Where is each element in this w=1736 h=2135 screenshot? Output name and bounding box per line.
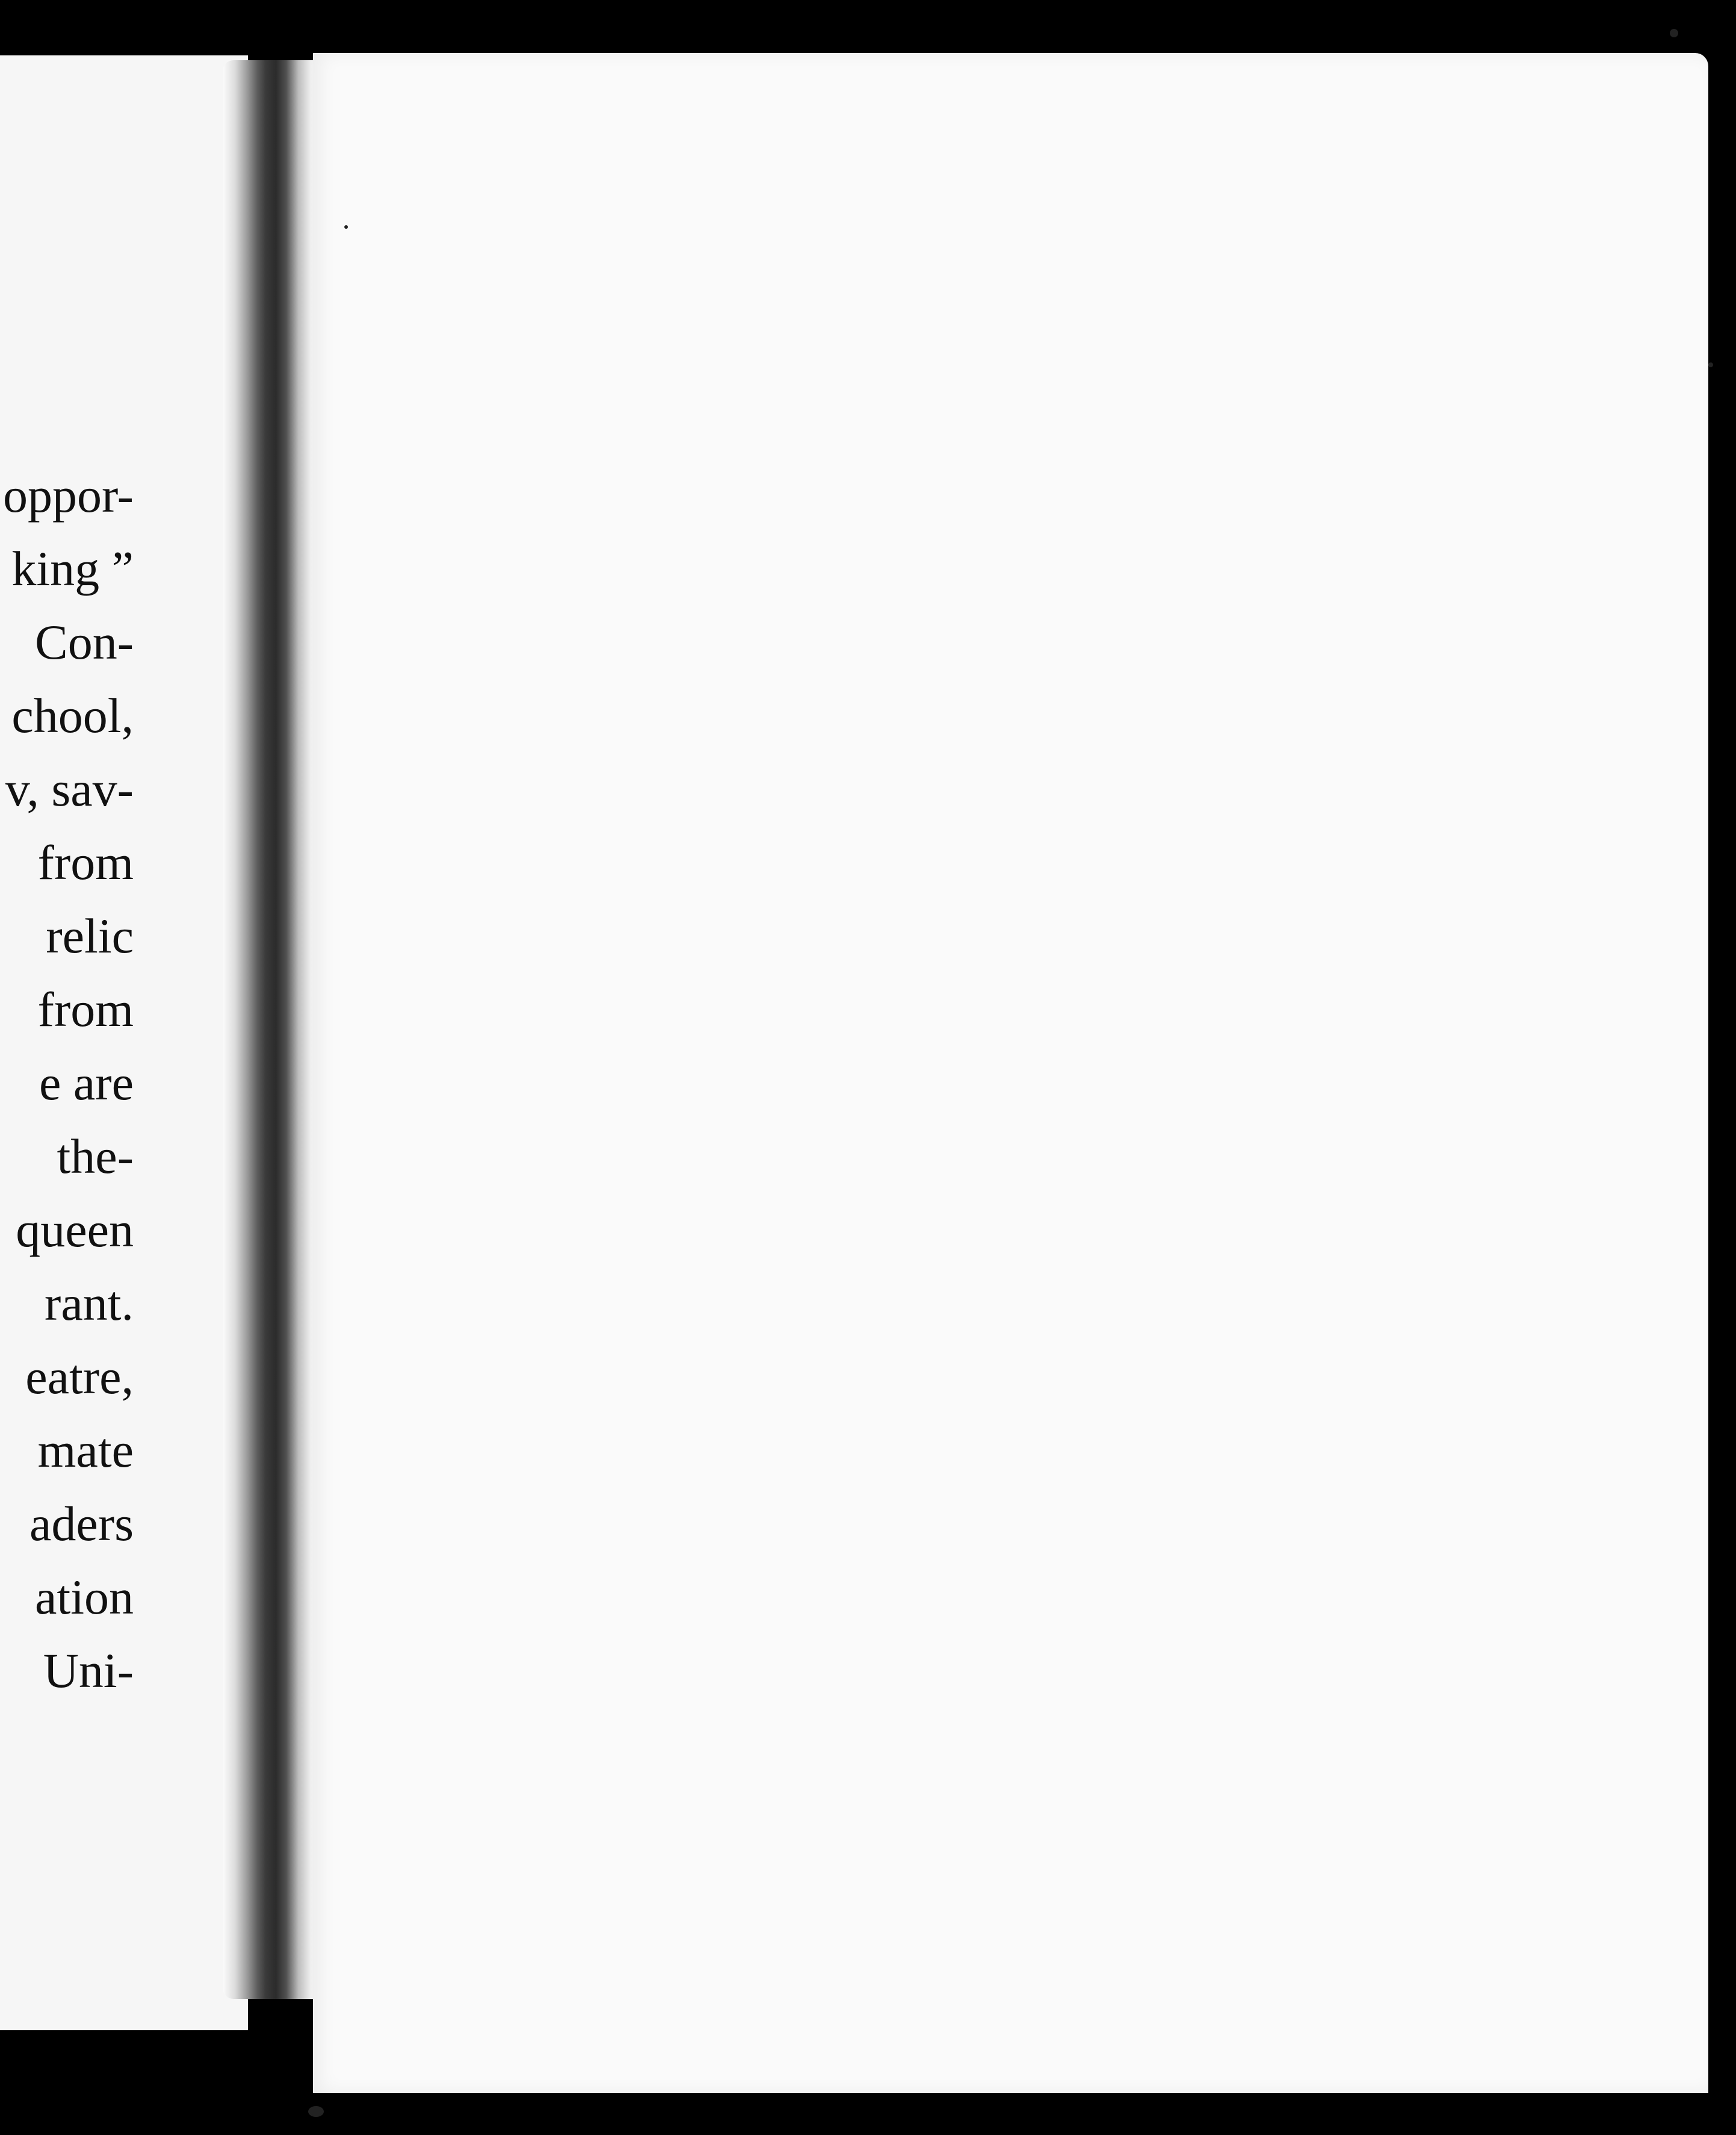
text-line: Uni-: [43, 1643, 134, 1698]
text-line: aders: [29, 1496, 134, 1551]
text-line: from: [37, 835, 134, 890]
text-line: rant.: [45, 1276, 134, 1331]
text-line: queen: [16, 1202, 134, 1257]
text-line: e are: [39, 1055, 134, 1110]
text-line: ation: [35, 1570, 134, 1624]
text-line: from: [37, 982, 134, 1037]
dust-speck: [344, 225, 348, 229]
text-line: chool,: [11, 688, 134, 743]
text-line: Con-: [35, 615, 134, 670]
text-line: relic: [46, 909, 134, 963]
text-line: v, sav-: [5, 762, 134, 816]
dust-speck: [1670, 29, 1678, 37]
right-blank-page: [313, 53, 1708, 2093]
text-line: king ”: [11, 541, 134, 596]
dust-speck: [308, 2106, 324, 2117]
left-page: [0, 55, 248, 2030]
text-line: oppor-: [3, 471, 134, 523]
dust-speck: [1708, 362, 1713, 367]
text-line: the-: [57, 1129, 134, 1184]
text-line: eatre,: [25, 1349, 134, 1404]
left-page-text-column: [0, 471, 134, 1735]
text-line: mate: [37, 1423, 134, 1478]
book-gutter-shadow: [223, 60, 325, 1999]
